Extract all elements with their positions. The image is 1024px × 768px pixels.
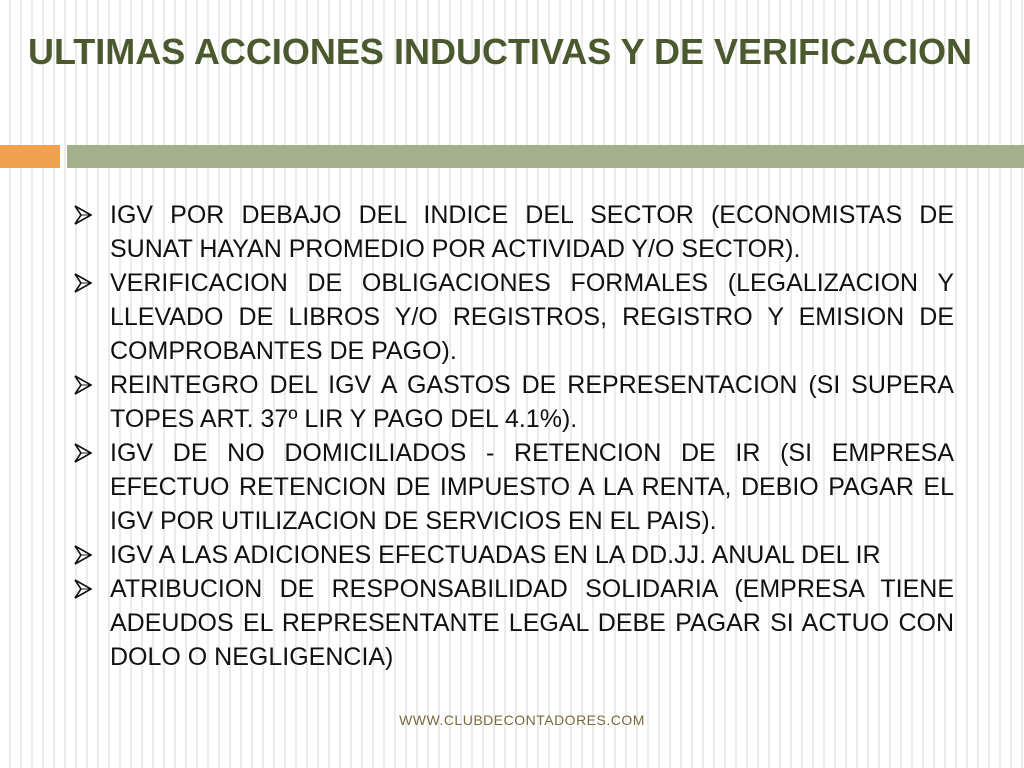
- bullet-text: VERIFICACION DE OBLIGACIONES FORMALES (LEGALIZACION Y LLEVADO DE LIBROS Y/O REGISTROS, REGISTRO Y EMISION DE COMPROBANTES DE PAGO).: [110, 269, 954, 365]
- bullet-item: [74, 572, 954, 674]
- arrowhead-bullet-icon: [74, 205, 92, 225]
- bullet-item: [74, 198, 954, 266]
- bullet-item: [74, 538, 954, 572]
- bullet-text: ATRIBUCION DE RESPONSABILIDAD SOLIDARIA (EMPRESA TIENE ADEUDOS EL REPRESENTANTE LEGAL DEBE PAGAR SI ACTUO CON DOLO O NEGLIGENCIA): [110, 575, 954, 671]
- bullet-text: IGV DE NO DOMICILIADOS - RETENCION DE IR (SI EMPRESA EFECTUO RETENCION DE IMPUESTO A LA RENTA, DEBIO PAGAR EL IGV POR UTILIZACION DE SERVICIOS EN EL PAIS).: [110, 439, 954, 535]
- bullet-item: [74, 436, 954, 538]
- footer-website: WWW.CLUBDECONTADORES.COM: [399, 712, 645, 728]
- arrowhead-bullet-icon: [74, 579, 92, 599]
- arrowhead-bullet-icon: [74, 273, 92, 293]
- arrowhead-bullet-icon: [74, 443, 92, 463]
- bullet-text: IGV POR DEBAJO DEL INDICE DEL SECTOR (ECONOMISTAS DE SUNAT HAYAN PROMEDIO POR ACTIVIDAD Y/O SECTOR).: [110, 201, 954, 263]
- arrowhead-bullet-icon: [74, 545, 92, 565]
- arrowhead-bullet-icon: [74, 375, 92, 395]
- bullet-text: REINTEGRO DEL IGV A GASTOS DE REPRESENTACION (SI SUPERA TOPES ART. 37º LIR Y PAGO DEL 4.1%).: [110, 371, 954, 433]
- bullet-text: IGV A LAS ADICIONES EFECTUADAS EN LA DD.JJ. ANUAL DEL IR: [110, 541, 881, 569]
- bullet-list: [74, 198, 954, 674]
- slide-title: ULTIMAS ACCIONES INDUCTIVAS Y DE VERIFICACION: [27, 31, 973, 72]
- bullet-item: [74, 266, 954, 368]
- bullet-item: [74, 368, 954, 436]
- accent-bar-green: [67, 145, 1024, 168]
- accent-bar-orange: [0, 145, 60, 168]
